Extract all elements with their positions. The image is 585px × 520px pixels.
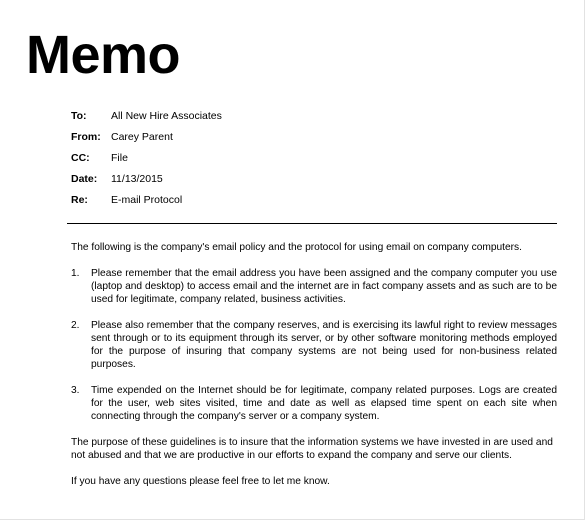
memo-body [71, 241, 557, 501]
re-value: E-mail Protocol [111, 194, 183, 206]
header-row-cc [71, 149, 222, 170]
list-item-number: 2. [71, 320, 80, 331]
cc-label: CC: [71, 152, 90, 164]
purpose-paragraph: The purpose of these guidelines is to insure that the information systems we have invested in are used and not abused and that we are productive in our efforts to expand the company and serve our clients. [71, 437, 553, 461]
header-row-to [71, 107, 222, 128]
list-item [71, 267, 557, 306]
to-label: To: [71, 110, 87, 122]
from-value: Carey Parent [111, 131, 173, 143]
policy-list [71, 267, 557, 423]
memo-title: Memo [26, 25, 181, 85]
memo-header [71, 107, 222, 212]
header-row-from [71, 128, 222, 149]
re-label: Re: [71, 194, 88, 206]
list-item-number: 1. [71, 268, 80, 279]
list-item-number: 3. [71, 385, 80, 396]
from-label: From: [71, 131, 101, 143]
list-item [71, 384, 557, 423]
list-item-text: Time expended on the Internet should be for legitimate, company related purposes. Logs are created for the user, web sites visited, time and date as well as elapsed time spent on each site when connecting through the company's server or a company system. [91, 385, 557, 422]
cc-value: File [111, 152, 128, 164]
date-label: Date: [71, 173, 98, 185]
header-divider [67, 223, 557, 224]
to-value: All New Hire Associates [111, 110, 222, 122]
list-item [71, 319, 557, 371]
closing-paragraph: If you have any questions please feel free to let me know. [71, 476, 330, 487]
header-row-re [71, 191, 222, 212]
intro-paragraph: The following is the company's email policy and the protocol for using email on company computers. [71, 242, 522, 253]
header-row-date [71, 170, 222, 191]
list-item-text: Please also remember that the company reserves, and is exercising its lawful right to review messages sent through or to its equipment through its server, or by other software monitoring methods employed for the purpose of insuring that company systems are not being used for non-business related purposes. [91, 320, 557, 370]
date-value: 11/13/2015 [111, 173, 163, 185]
list-item-text: Please remember that the email address you have been assigned and the company computer you use (laptop and desktop) to access email and the internet are in fact company assets and as such are to be used for legitimate, company related, business activities. [91, 268, 557, 305]
